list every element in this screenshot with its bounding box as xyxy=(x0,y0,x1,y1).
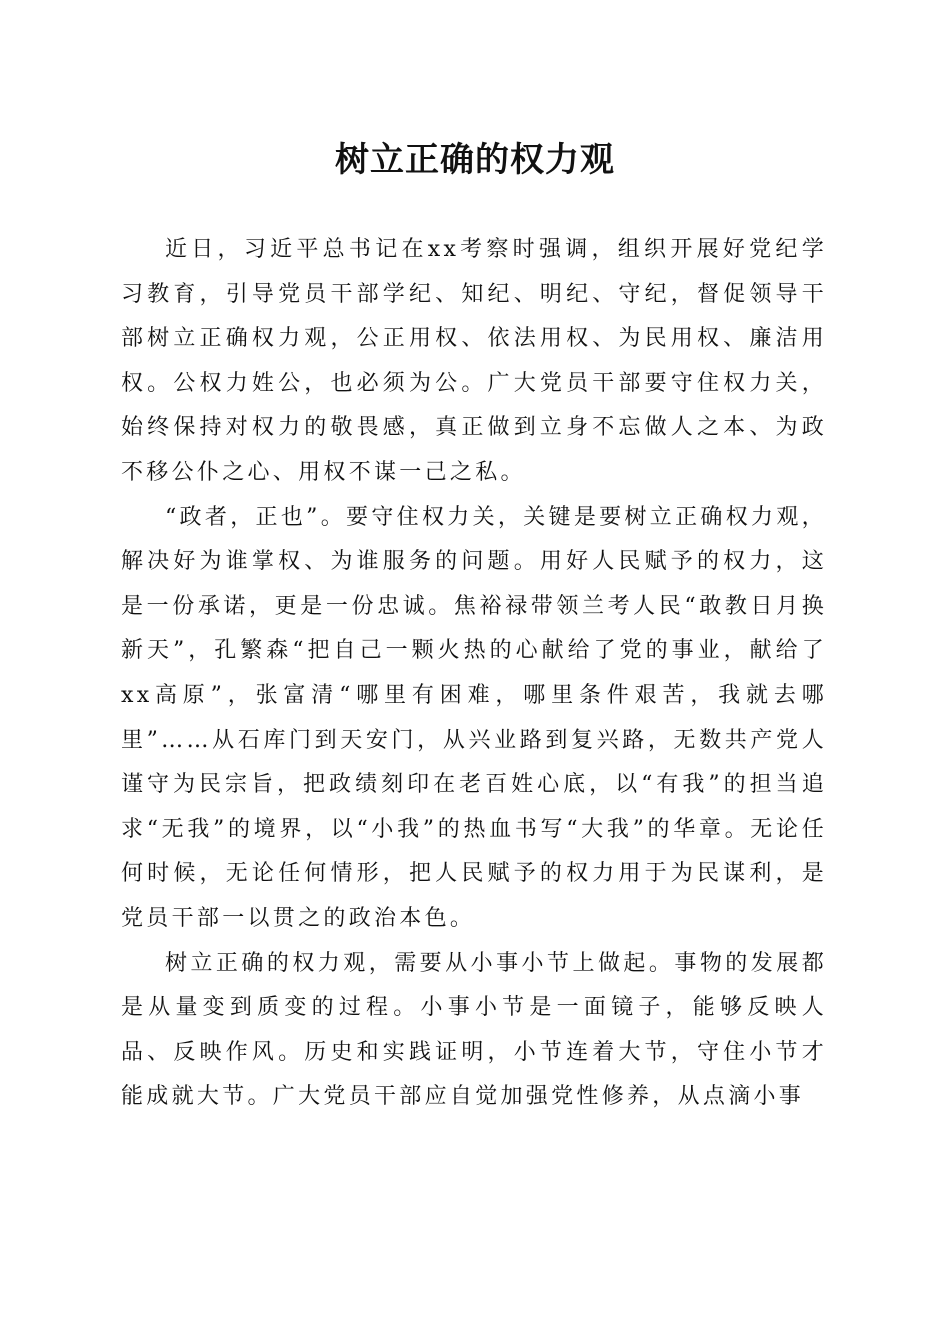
paragraph-3: 树立正确的权力观，需要从小事小节上做起。事物的发展都是从量变到质变的过程。小事小节是一面镜子，能够反映人品、反映作风。历史和实践证明，小节连着大节，守住小节才能成就大节。广大党员干部应自觉加强党性修养，从点滴小事 xyxy=(121,950,827,1110)
paragraph-1: 近日，习近平总书记在xx考察时强调，组织开展好党纪学习教育，引导党员干部学纪、知纪、明纪、守纪，督促领导干部树立正确权力观，公正用权、依法用权、为民用权、廉洁用权。公权力姓公，也必须为公。广大党员干部要守住权力关，始终保持对权力的敬畏感，真正做到立身不忘做人之本、为政不移公仆之心、用权不谋一己之私。 xyxy=(121,237,827,485)
document-body xyxy=(121,228,827,1120)
document-title: 树立正确的权力观 xyxy=(335,140,615,180)
paragraph-2: “政者，正也”。要守住权力关，关键是要树立正确权力观，解决好为谁掌权、为谁服务的问题。用好人民赋予的权力，这是一份承诺，更是一份忠诚。焦裕禄带领兰考人民“敢教日月换新天”，孔繁森“把自己一颗火热的心献给了党的事业，献给了xx高原”，张富清“哪里有困难，哪里条件艰苦，我就去哪里”……从石库门到天安门，从兴业路到复兴路，无数共产党人谨守为民宗旨，把政绩刻印在老百姓心底，以“有我”的担当追求“无我”的境界，以“小我”的热血书写“大我”的华章。无论任何时候，无论任何情形，把人民赋予的权力用于为民谋利，是党员干部一以贯之的政治本色。 xyxy=(121,504,827,931)
